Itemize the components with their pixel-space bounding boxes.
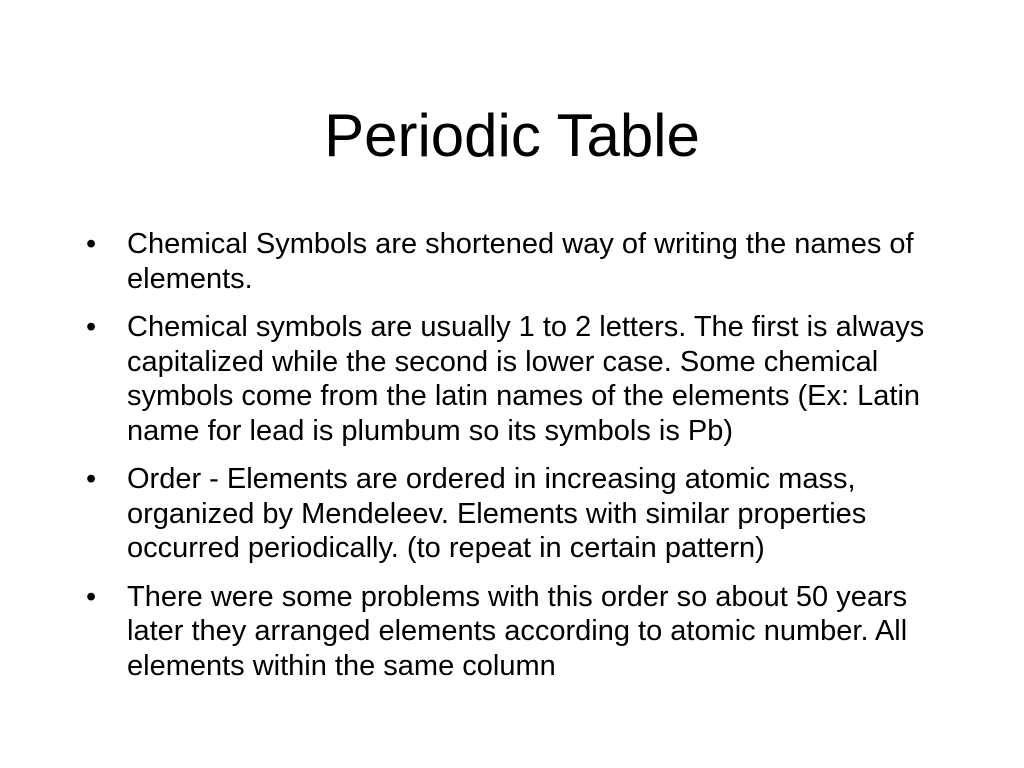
bullet-item (86, 310, 946, 448)
bullet-text: Chemical Symbols are shortened way of writing the names of elements. (127, 228, 914, 295)
bullet-list (86, 227, 946, 697)
bullet-icon: • (86, 228, 97, 260)
bullet-item (86, 462, 946, 566)
bullet-icon: • (86, 463, 97, 495)
bullet-icon: • (86, 311, 97, 343)
bullet-text: Order - Elements are ordered in increasing atomic mass, organized by Mendeleev. Elements with similar properties occurred periodically. (to repeat in certain pattern) (127, 463, 867, 564)
bullet-item (86, 227, 946, 296)
bullet-item (86, 580, 946, 684)
slide-title: Periodic Table (324, 102, 700, 169)
bullet-icon: • (86, 580, 97, 613)
bullet-text: Chemical symbols are usually 1 to 2 letters. The first is always capitalized while the second is lower case. Some chemical symbols come from the latin names of the elements (Ex: Latin name for lead is plumbum so its symbols is Pb) (127, 311, 925, 447)
bullet-text: There were some problems with this order so about 50 years later they arranged elements according to atomic number. All elements within the same column (127, 580, 908, 682)
